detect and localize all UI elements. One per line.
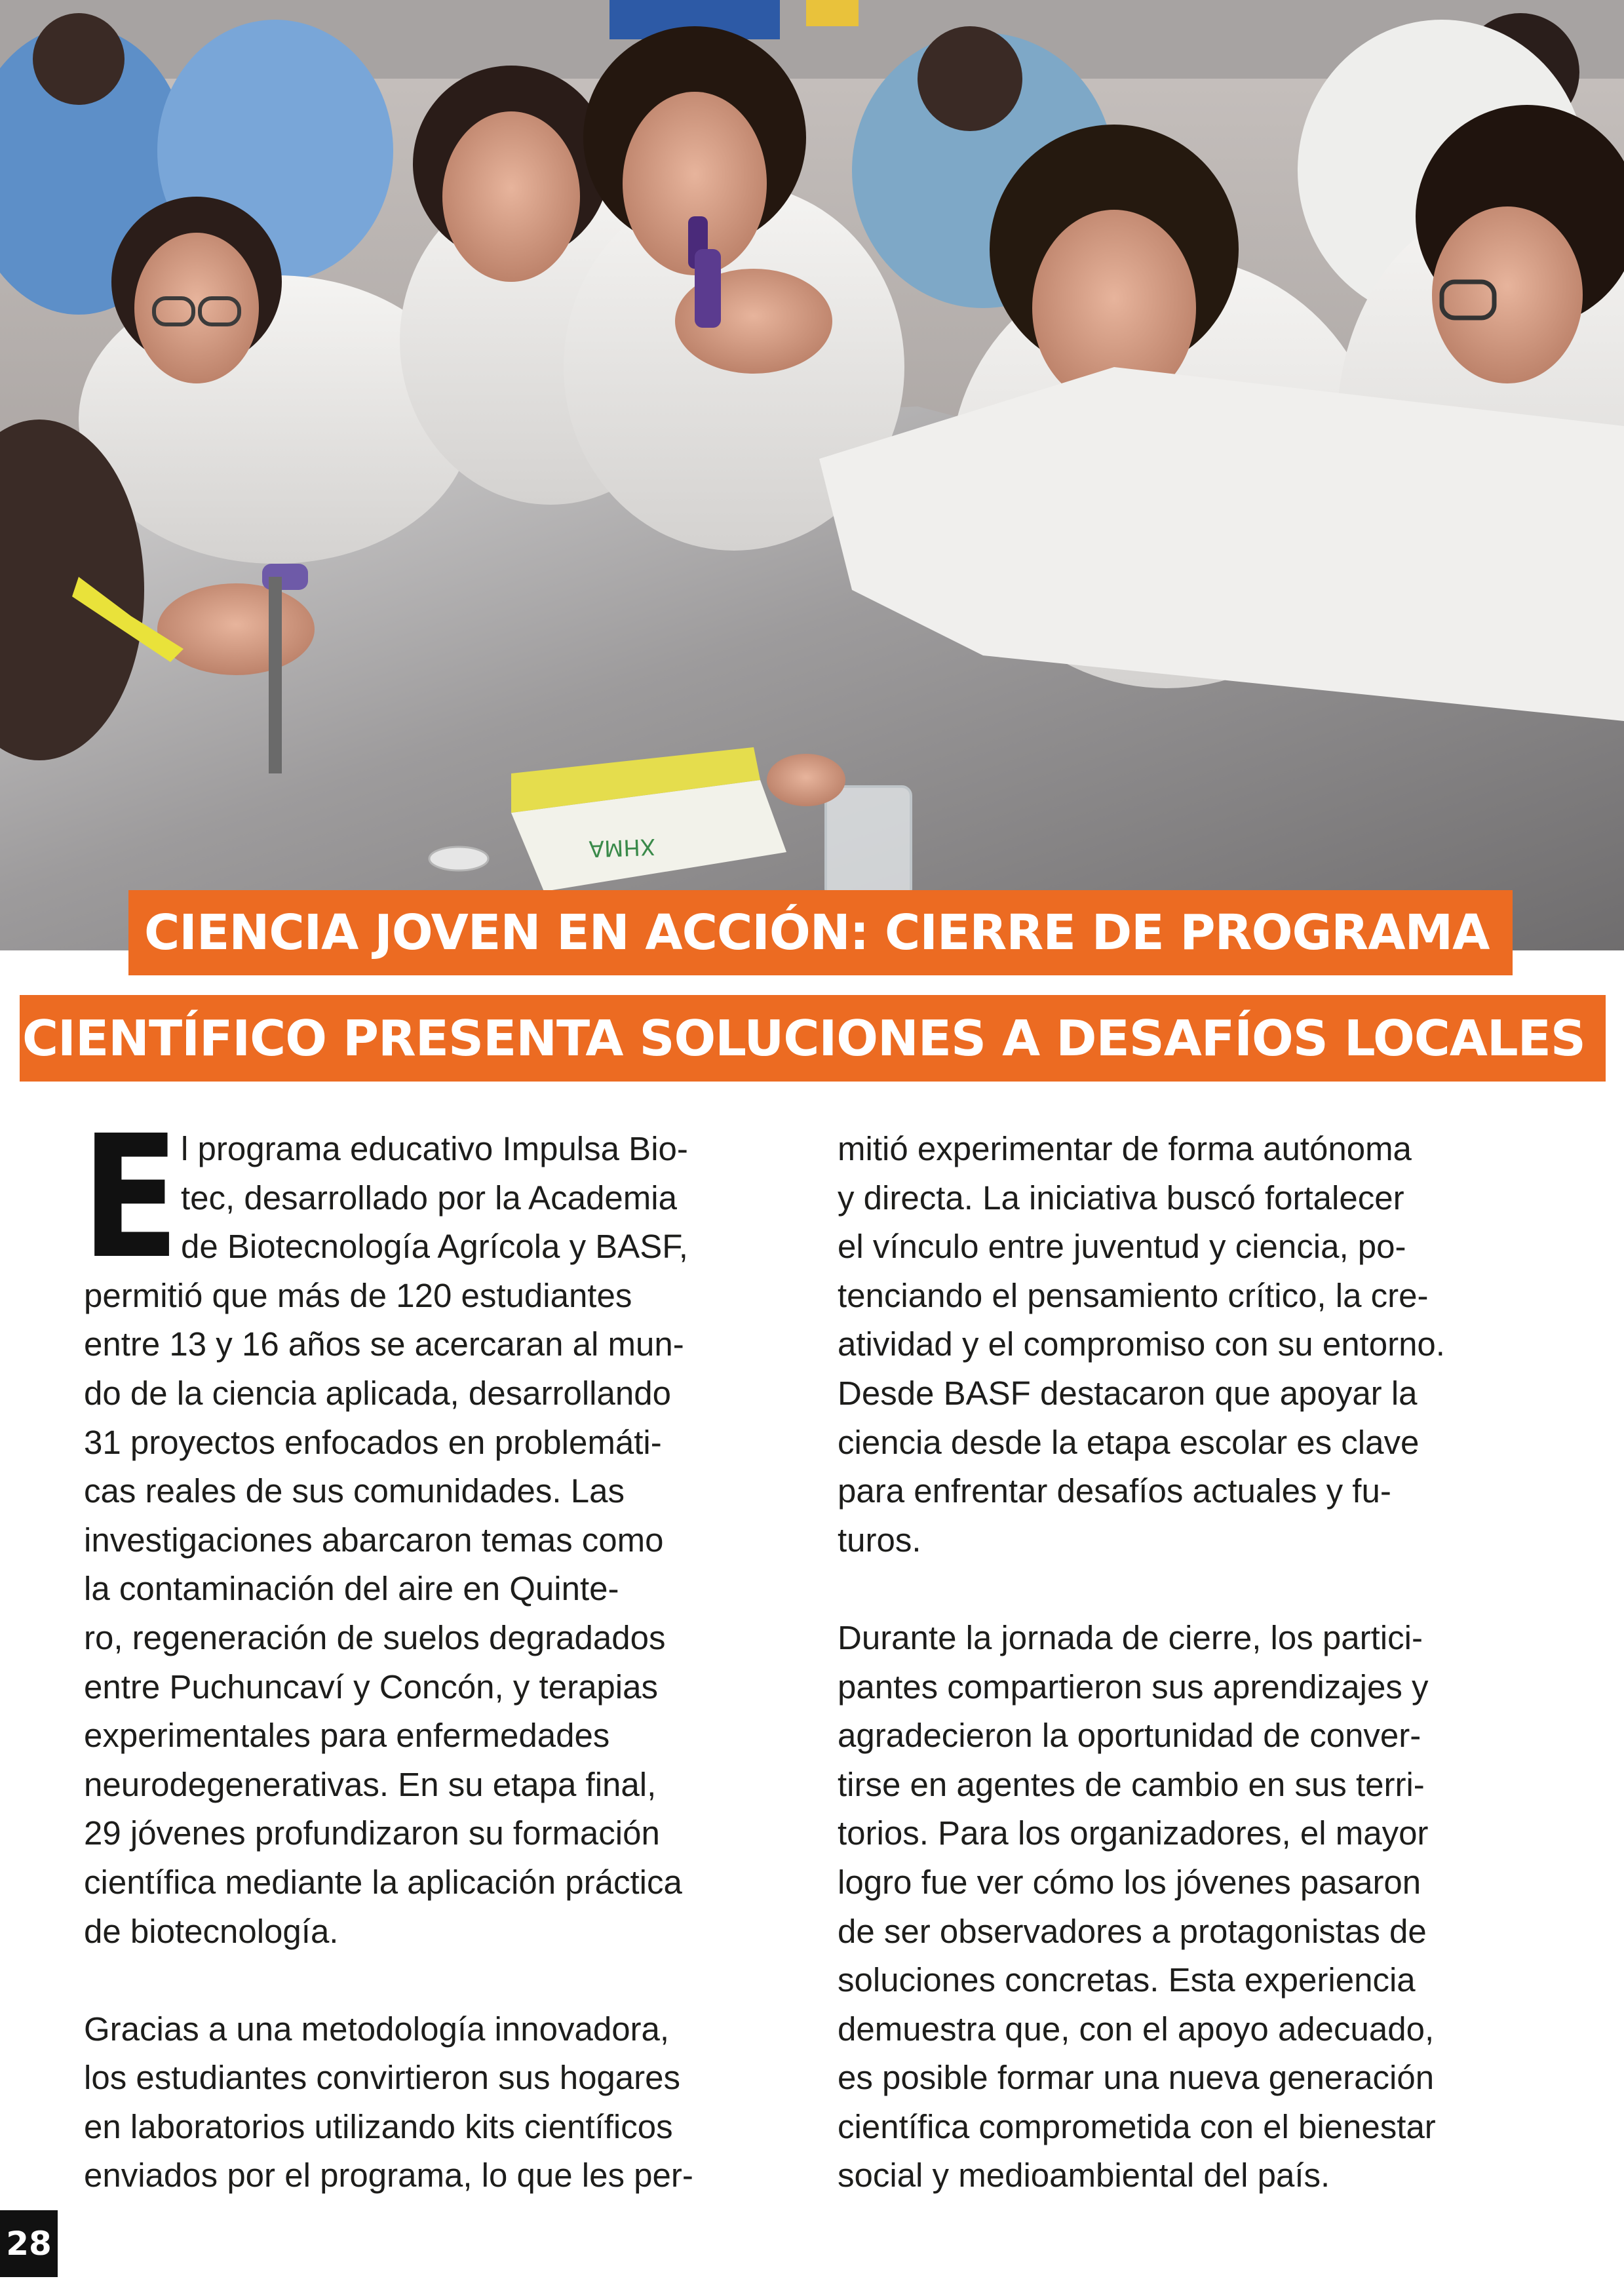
article-line: atividad y el compromiso con su entorno.: [838, 1325, 1445, 1363]
headline-line-1: CIENCIA JOVEN EN ACCIÓN: CIERRE DE PROGRAMA: [128, 890, 1513, 975]
article-line: de biotecnología.: [84, 1912, 339, 1950]
article-line: enviados por el programa, lo que les per-: [84, 2156, 693, 2195]
article-line: permitió que más de 120 estudiantes: [84, 1276, 632, 1314]
article-line: 31 proyectos enfocados en problemáti-: [84, 1423, 662, 1461]
article-line: entre 13 y 16 años se acercaran al mun-: [84, 1325, 684, 1363]
article-line: Durante la jornada de cierre, los partici-: [838, 1618, 1423, 1656]
paragraph-gap: [838, 1565, 1578, 1614]
article-line: soluciones concretas. Esta experiencia: [838, 1961, 1416, 1999]
article-line: tec, desarrollado por la Academia: [181, 1179, 677, 1217]
article-line: científica comprometida con el bienestar: [838, 2107, 1436, 2145]
page-number: 28: [0, 2210, 58, 2277]
article-line: social y medioambiental del país.: [838, 2156, 1330, 2195]
article-line: científica mediante la aplicación práctica: [84, 1863, 682, 1901]
article-line: Desde BASF destacaron que apoyar la: [838, 1374, 1418, 1412]
article-left-column: [84, 1125, 792, 2200]
article-line: neurodegenerativas. En su etapa final,: [84, 1765, 657, 1803]
article-line: ro, regeneración de suelos degradados: [84, 1618, 666, 1656]
drop-cap-letter: E: [81, 1099, 180, 1296]
article-line: los estudiantes convirtieron sus hogares: [84, 2059, 681, 2097]
article-line: mitió experimentar de forma autónoma: [838, 1130, 1412, 1167]
article-line: Gracias a una metodología innovadora,: [84, 2010, 670, 2048]
article-line: en laboratorios utilizando kits científicos: [84, 2107, 673, 2145]
article-line: l programa educativo Impulsa Bio-: [181, 1130, 688, 1167]
article-line: experimentales para enfermedades: [84, 1717, 610, 1755]
hero-photo: [0, 0, 1624, 950]
article-line: logro fue ver cómo los jóvenes pasaron: [838, 1863, 1421, 1901]
tip-box-label: XHMA: [588, 833, 656, 862]
article-line: demuestra que, con el apoyo adecuado,: [838, 2010, 1435, 2048]
article-right-column: [838, 1125, 1578, 2200]
lab-scene-illustration: [0, 0, 1624, 950]
article-line: torios. Para los organizadores, el mayor: [838, 1814, 1429, 1852]
article-line: ciencia desde la etapa escolar es clave: [838, 1423, 1420, 1461]
article-line: turos.: [838, 1521, 921, 1559]
article-line: de ser observadores a protagonistas de: [838, 1912, 1427, 1950]
article-line: investigaciones abarcaron temas como: [84, 1521, 664, 1559]
article-line: es posible formar una nueva generación: [838, 2059, 1435, 2097]
article-line: el vínculo entre juventud y ciencia, po-: [838, 1228, 1406, 1266]
article-line: para enfrentar desafíos actuales y fu-: [838, 1472, 1391, 1510]
article-line: pantes compartieron sus aprendizajes y: [838, 1668, 1429, 1706]
article-line: tenciando el pensamiento crítico, la cre-: [838, 1276, 1429, 1314]
article-line: agradecieron la oportunidad de conver-: [838, 1717, 1421, 1755]
article-line: tirse en agentes de cambio en sus terri-: [838, 1765, 1425, 1803]
article-line: cas reales de sus comunidades. Las: [84, 1472, 625, 1510]
paragraph-gap: [84, 1956, 792, 2005]
article-line: entre Puchuncaví y Concón, y terapias: [84, 1668, 658, 1706]
article-line: la contaminación del aire en Quinte-: [84, 1570, 619, 1608]
article-line: 29 jóvenes profundizaron su formación: [84, 1814, 660, 1852]
article-line: y directa. La iniciativa buscó fortalecer: [838, 1179, 1404, 1217]
article-line: de Biotecnología Agrícola y BASF,: [181, 1228, 688, 1266]
headline-line-2: CIENTÍFICO PRESENTA SOLUCIONES A DESAFÍOS LOCALES: [20, 995, 1606, 1082]
article-line: do de la ciencia aplicada, desarrollando: [84, 1374, 671, 1412]
